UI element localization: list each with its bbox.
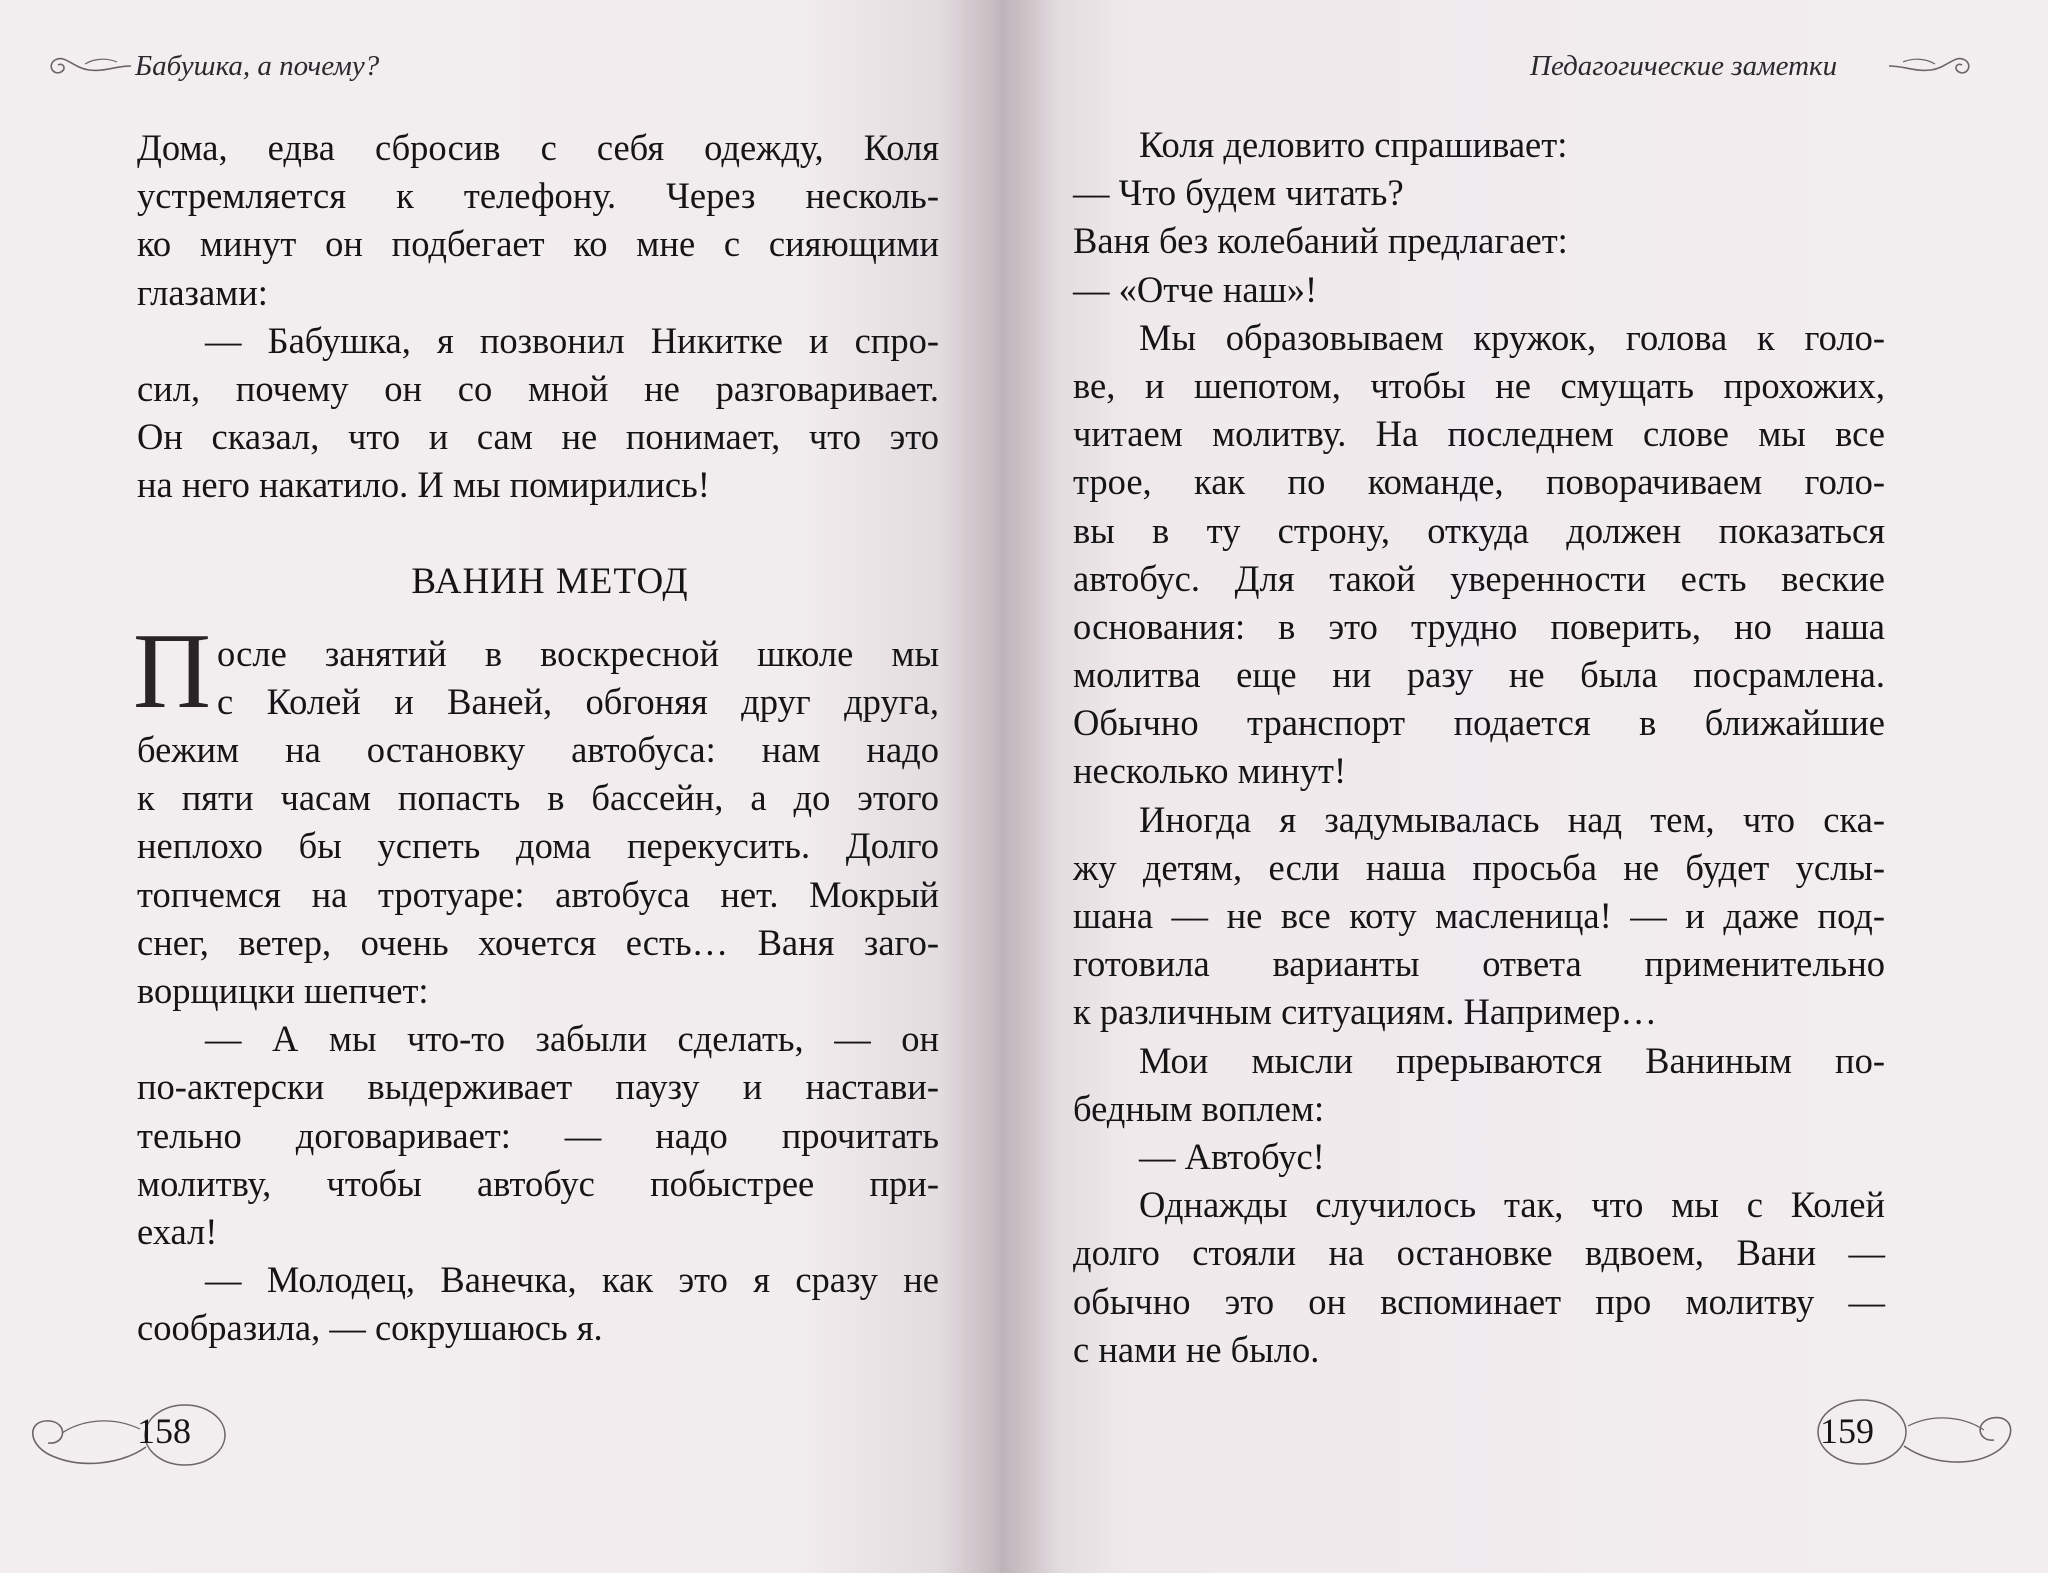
text-line: Иногда я задумывалась над тем, что ска- bbox=[1139, 798, 1885, 840]
text-line: к пяти часам попасть в бассейн, а до этого bbox=[137, 777, 939, 819]
right-running-head: Педагогические заметки bbox=[1530, 50, 1838, 82]
text-line: ворщицки шепчет: bbox=[137, 970, 429, 1011]
text-line: — Молодец, Ванечка, как это я сразу не bbox=[205, 1259, 939, 1301]
text-line: обычно это он вспоминает про молитву — bbox=[1073, 1280, 1885, 1322]
text-line: глазами: bbox=[137, 271, 268, 313]
page-number-right: 159 bbox=[1820, 1411, 1874, 1451]
text-line: по-актерски выдерживает паузу и настави- bbox=[137, 1066, 939, 1108]
paragraph-with-drop-cap bbox=[133, 611, 939, 1353]
text-line: Обычно транспорт подается в ближайшие bbox=[1073, 702, 1885, 744]
text-line: трое, как по команде, поворачиваем голо- bbox=[1073, 461, 1885, 503]
text-line: Мои мысли прерываются Ваниным по- bbox=[1139, 1039, 1885, 1081]
text-line: к различным ситуациям. Например… bbox=[1073, 991, 1657, 1033]
section-heading: ВАНИН МЕТОД bbox=[411, 560, 689, 602]
text-line: с Колей и Ваней, обгоняя друг друга, bbox=[217, 680, 939, 722]
left-running-head: Бабушка, а почему? bbox=[135, 50, 380, 82]
left-head-flourish-icon bbox=[45, 44, 135, 84]
text-line: вы в ту строну, откуда должен показаться bbox=[1073, 509, 1885, 551]
book-gutter bbox=[940, 0, 1060, 1573]
text-line: неплохо бы успеть дома перекусить. Долго bbox=[137, 825, 939, 867]
text-line: основания: в это трудно поверить, но наша bbox=[1073, 605, 1885, 647]
text-line: молитву, чтобы автобус побыстрее при- bbox=[137, 1162, 939, 1204]
text-line: — Бабушка, я позвонил Никитке и спро- bbox=[205, 319, 939, 361]
text-line: — А мы что-то забыли сделать, — он bbox=[205, 1018, 939, 1060]
text-line: ве, и шепотом, чтобы не смущать прохожих, bbox=[1073, 364, 1885, 406]
text-line: снег, ветер, очень хочется есть… Ваня заго- bbox=[137, 921, 939, 963]
text-line: устремляется к телефону. Через несколь- bbox=[137, 175, 939, 217]
drop-cap: П bbox=[133, 611, 211, 731]
text-line: бедным воплем: bbox=[1073, 1087, 1325, 1129]
text-line: жу детям, если наша просьба не будет услы- bbox=[1073, 846, 1885, 888]
page-number-left: 158 bbox=[137, 1411, 191, 1451]
text-line: ко минут он подбегает ко мне с сияющими bbox=[137, 223, 939, 265]
left-folio-flourish-icon bbox=[10, 1385, 230, 1495]
left-page-body bbox=[133, 124, 939, 1353]
text-line: Дома, едва сбросив с себя одежду, Коля bbox=[137, 127, 939, 168]
text-line: на него накатило. И мы помирились! bbox=[137, 464, 710, 506]
text-line: готовила варианты ответа применительно bbox=[1073, 943, 1885, 985]
text-line: несколько минут! bbox=[1073, 750, 1347, 792]
text-line: автобус. Для такой уверенности есть веские bbox=[1073, 557, 1885, 599]
text-line: долго стояли на остановке вдвоем, Вани — bbox=[1073, 1232, 1885, 1274]
text-line: — Что будем читать? bbox=[1073, 172, 1404, 214]
text-line: осле занятий в воскресной школе мы bbox=[217, 632, 939, 674]
text-line: — Автобус! bbox=[1139, 1135, 1325, 1177]
text-line: Коля деловито спрашивает: bbox=[1139, 124, 1568, 165]
text-line: Ваня без колебаний предлагает: bbox=[1073, 220, 1568, 262]
text-line: сил, почему он со мной не разговаривает. bbox=[137, 367, 939, 409]
text-line: с нами не было. bbox=[1073, 1328, 1320, 1370]
text-line: Он сказал, что и сам не понимает, что это bbox=[137, 416, 939, 458]
text-line: ехал! bbox=[137, 1210, 218, 1252]
text-line: читаем молитву. На последнем слове мы все bbox=[1073, 413, 1885, 455]
text-line: Однажды случилось так, что мы с Колей bbox=[1139, 1184, 1885, 1226]
right-head-flourish-icon bbox=[1885, 44, 1975, 84]
text-line: — «Отче наш»! bbox=[1073, 268, 1318, 310]
text-line: бежим на остановку автобуса: нам надо bbox=[137, 729, 939, 771]
right-page-body bbox=[1073, 121, 1885, 1374]
text-line: тельно договаривает: — надо прочитать bbox=[137, 1114, 939, 1156]
text-line: сообразила, — сокрушаюсь я. bbox=[137, 1307, 603, 1349]
text-line: шана — не все коту масленица! — и даже под- bbox=[1073, 895, 1885, 936]
text-line: молитва еще ни разу не была посрамлена. bbox=[1073, 654, 1885, 696]
text-line: Мы образовываем кружок, голова к голо- bbox=[1139, 316, 1885, 358]
text-line: топчемся на тротуаре: автобуса нет. Мокрый bbox=[137, 873, 939, 915]
